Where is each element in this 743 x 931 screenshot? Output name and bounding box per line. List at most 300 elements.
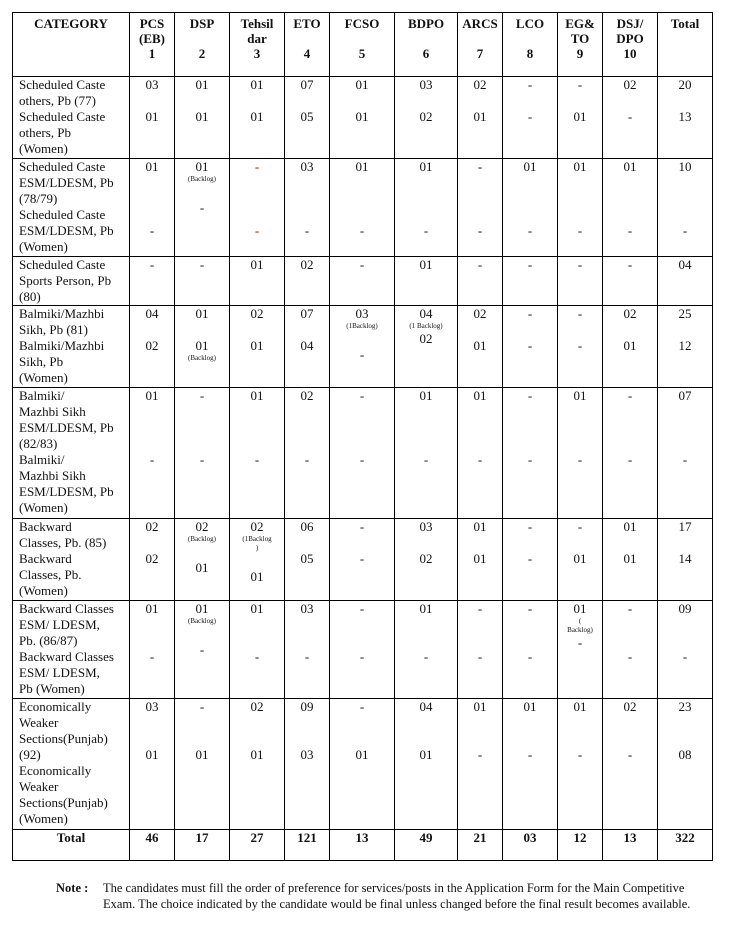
cell-value: 01 [473, 699, 487, 714]
backlog-note: (1Backlog ) [242, 535, 272, 552]
backlog-note: (1Backlog) [346, 322, 378, 330]
cell-value: 02 [250, 519, 264, 534]
value-cell [658, 519, 713, 601]
cell-value: 03 [300, 747, 314, 762]
value-cell [175, 306, 230, 388]
cell-value: 25 [678, 306, 692, 321]
cell-value: 07 [300, 306, 314, 321]
value-cell [395, 699, 458, 830]
column-header-num: 10 [623, 46, 637, 61]
column-header-line1: Total [670, 16, 700, 31]
cell-value: - [304, 223, 310, 238]
column-header-line1: PCS [139, 16, 165, 31]
cell-value: - [254, 159, 260, 174]
column-header-num: 5 [358, 46, 366, 61]
cell-value: 13 [678, 109, 692, 124]
value-cell [558, 77, 603, 159]
cell-value: 04 [419, 699, 433, 714]
table-row [13, 257, 713, 306]
cell-value: 01 [623, 519, 637, 534]
cell-value: 02 [623, 77, 637, 92]
cell-value: 02 [145, 338, 159, 353]
table-row [13, 519, 713, 601]
cell-value: 02 [145, 551, 159, 566]
total-value: 13 [330, 830, 395, 861]
cell-value: 02 [473, 77, 487, 92]
value-cell [230, 388, 285, 519]
backlog-note: (1 Backlog) [409, 322, 443, 330]
column-header-line2 [395, 31, 457, 46]
total-value: 03 [503, 830, 558, 861]
cell-value: 01 [145, 747, 159, 762]
column-header [230, 13, 285, 77]
value-cell [558, 699, 603, 830]
value-cell [175, 601, 230, 699]
value-cell [285, 159, 330, 257]
column-header-num: 2 [198, 46, 206, 61]
cell-value: 02 [300, 257, 314, 272]
column-header-num: 7 [476, 46, 484, 61]
value-cell [603, 77, 658, 159]
cell-value: - [199, 257, 205, 272]
category-label: (Women) [19, 141, 68, 156]
category-label: Balmiki/Mazhbi [19, 306, 105, 321]
cell-value: 07 [300, 77, 314, 92]
category-label: Pb. (86/87) [19, 633, 78, 648]
cell-value: 05 [300, 109, 314, 124]
category-label: Backward [19, 551, 72, 566]
category-label: Balmiki/ [19, 452, 65, 467]
category-label: others, Pb [19, 125, 71, 140]
category-label: ESM/LDESM, Pb [19, 175, 114, 190]
cell-value: - [199, 200, 205, 215]
total-value: 17 [175, 830, 230, 861]
column-header-line2: (EB) [139, 31, 165, 46]
value-cell [230, 699, 285, 830]
value-cell [130, 257, 175, 306]
category-label: Weaker [19, 779, 59, 794]
cell-value: - [149, 257, 155, 272]
category-label: Pb (Women) [19, 681, 85, 696]
totals-row [13, 830, 713, 861]
column-header-line2 [175, 31, 229, 46]
cell-value: 01 [355, 159, 369, 174]
category-label: Scheduled Caste [19, 257, 106, 272]
cell-value: - [477, 257, 483, 272]
value-cell [603, 601, 658, 699]
cell-value: 01 [419, 601, 433, 616]
value-cell [285, 699, 330, 830]
table-row [13, 306, 713, 388]
cell-value: 02 [250, 306, 264, 321]
column-header-line2: dar [247, 31, 267, 46]
cell-value: - [477, 601, 483, 616]
cell-value: - [527, 601, 533, 616]
column-header [458, 13, 503, 77]
value-cell [658, 257, 713, 306]
column-header-line2 [503, 31, 557, 46]
column-header-line1: Tehsil [240, 16, 274, 31]
seat-distribution-table [12, 12, 713, 861]
cell-value: - [477, 452, 483, 467]
cell-value: 03 [145, 699, 159, 714]
cell-value: - [577, 747, 583, 762]
value-cell [395, 159, 458, 257]
value-cell [503, 601, 558, 699]
category-label: Weaker [19, 715, 59, 730]
cell-value: - [577, 519, 583, 534]
cell-value: 01 [355, 747, 369, 762]
cell-value: 23 [678, 699, 692, 714]
cell-value: - [577, 77, 583, 92]
cell-value: - [477, 649, 483, 664]
value-cell [458, 601, 503, 699]
category-label: Backward Classes [19, 649, 114, 664]
column-header [603, 13, 658, 77]
cell-value: - [423, 223, 429, 238]
column-header [395, 13, 458, 77]
cell-value: 01 [473, 388, 487, 403]
cell-value: 20 [678, 77, 692, 92]
category-label: others, Pb (77) [19, 93, 96, 108]
cell-value: 01 [523, 699, 537, 714]
cell-value: - [527, 306, 533, 321]
column-header [130, 13, 175, 77]
cell-value: - [477, 223, 483, 238]
column-header-num: 8 [526, 46, 534, 61]
category-label: ESM/ LDESM, [19, 617, 100, 632]
cell-value: - [527, 649, 533, 664]
value-cell [330, 257, 395, 306]
value-cell [658, 306, 713, 388]
category-label: ESM/LDESM, Pb [19, 223, 114, 238]
cell-value: 01 [195, 747, 209, 762]
cell-value: - [577, 306, 583, 321]
cell-value: - [527, 747, 533, 762]
cell-value: 02 [419, 551, 433, 566]
value-cell [603, 388, 658, 519]
cell-value: 02 [195, 519, 209, 534]
value-cell [503, 159, 558, 257]
category-header: CATEGORY [13, 13, 130, 77]
table-row [13, 601, 713, 699]
value-cell [330, 306, 395, 388]
value-cell [330, 699, 395, 830]
value-cell [175, 159, 230, 257]
cell-value: - [527, 551, 533, 566]
cell-value: 01 [355, 109, 369, 124]
value-cell [285, 519, 330, 601]
value-cell [130, 77, 175, 159]
cell-value: 01 [419, 747, 433, 762]
cell-value: - [304, 452, 310, 467]
cell-value: 01 [145, 109, 159, 124]
total-value: 13 [603, 830, 658, 861]
cell-value: - [359, 519, 365, 534]
value-cell [558, 159, 603, 257]
column-header [658, 13, 713, 77]
category-label: Sections(Punjab) [19, 731, 108, 746]
cell-value: 08 [678, 747, 692, 762]
category-label: Scheduled Caste [19, 77, 106, 92]
value-cell [603, 699, 658, 830]
cell-value: 03 [419, 77, 433, 92]
cell-value: 02 [473, 306, 487, 321]
value-cell [330, 77, 395, 159]
category-label: Balmiki/Mazhbi [19, 338, 105, 353]
cell-value: - [359, 223, 365, 238]
cell-value: - [359, 347, 365, 362]
cell-value: 01 [473, 551, 487, 566]
value-cell [658, 601, 713, 699]
value-cell [658, 77, 713, 159]
cell-value: 01 [473, 109, 487, 124]
category-cell [13, 519, 130, 601]
value-cell [503, 306, 558, 388]
category-label: Scheduled Caste [19, 159, 106, 174]
cell-value: - [527, 223, 533, 238]
category-label: Sports Person, Pb [19, 273, 112, 288]
value-cell [658, 388, 713, 519]
cell-value: 02 [419, 331, 433, 346]
value-cell [458, 306, 503, 388]
cell-value: - [527, 519, 533, 534]
cell-value: - [199, 452, 205, 467]
cell-value: 02 [300, 388, 314, 403]
column-header-line1: ETO [293, 16, 321, 31]
cell-value: 01 [355, 77, 369, 92]
cell-value: 01 [573, 551, 587, 566]
value-cell [175, 519, 230, 601]
cell-value: - [359, 699, 365, 714]
cell-value: 14 [678, 551, 692, 566]
cell-value: 09 [300, 699, 314, 714]
cell-value: 01 [195, 77, 209, 92]
value-cell [230, 159, 285, 257]
column-header-line1: BDPO [407, 16, 445, 31]
header-row [13, 13, 713, 77]
total-value: 46 [130, 830, 175, 861]
cell-value: - [577, 635, 583, 650]
category-label: Sikh, Pb (81) [19, 322, 88, 337]
cell-value: 12 [678, 338, 692, 353]
value-cell [285, 388, 330, 519]
cell-value: - [627, 109, 633, 124]
value-cell [395, 257, 458, 306]
value-cell [285, 306, 330, 388]
category-label: (80) [19, 289, 41, 304]
category-cell [13, 306, 130, 388]
cell-value: - [359, 257, 365, 272]
cell-value: 01 [523, 159, 537, 174]
total-value: 21 [458, 830, 503, 861]
value-cell [330, 159, 395, 257]
cell-value: 01 [195, 109, 209, 124]
category-cell [13, 388, 130, 519]
cell-value: 07 [678, 388, 692, 403]
cell-value: - [627, 388, 633, 403]
cell-value: - [199, 388, 205, 403]
value-cell [458, 699, 503, 830]
value-cell [558, 388, 603, 519]
cell-value: 02 [623, 699, 637, 714]
cell-value: 01 [195, 306, 209, 321]
cell-value: 01 [419, 159, 433, 174]
category-cell [13, 77, 130, 159]
cell-value: 01 [145, 159, 159, 174]
cell-value: - [627, 452, 633, 467]
value-cell [503, 699, 558, 830]
cell-value: - [577, 257, 583, 272]
value-cell [603, 257, 658, 306]
cell-value: - [627, 223, 633, 238]
cell-value: 01 [195, 560, 209, 575]
column-header [175, 13, 230, 77]
category-label: ESM/ LDESM, [19, 665, 100, 680]
value-cell [175, 77, 230, 159]
cell-value: 01 [250, 338, 264, 353]
category-label: Balmiki/ [19, 388, 65, 403]
category-label: ESM/LDESM, Pb [19, 420, 114, 435]
table-row [13, 388, 713, 519]
cell-value: - [577, 452, 583, 467]
cell-value: 01 [250, 257, 264, 272]
cell-value: 03 [145, 77, 159, 92]
value-cell [230, 306, 285, 388]
value-cell [503, 388, 558, 519]
column-header [285, 13, 330, 77]
column-header-num: 3 [253, 46, 261, 61]
category-label: Backward [19, 519, 72, 534]
cell-value: 01 [250, 109, 264, 124]
cell-value: 02 [250, 699, 264, 714]
category-label: Mazhbi Sikh [19, 468, 86, 483]
value-cell [130, 306, 175, 388]
cell-value: 01 [473, 338, 487, 353]
value-cell [230, 257, 285, 306]
cell-value: 01 [250, 388, 264, 403]
cell-value: 02 [419, 109, 433, 124]
column-header [503, 13, 558, 77]
backlog-note: (Backlog) [188, 354, 216, 362]
value-cell [130, 699, 175, 830]
cell-value: 03 [300, 601, 314, 616]
cell-value: - [682, 649, 688, 664]
cell-value: 01 [573, 699, 587, 714]
cell-value: - [359, 452, 365, 467]
value-cell [558, 306, 603, 388]
cell-value: - [254, 649, 260, 664]
value-cell [130, 159, 175, 257]
cell-value: 01 [419, 257, 433, 272]
cell-value: - [527, 388, 533, 403]
cell-value: - [359, 649, 365, 664]
category-label: Economically [19, 763, 92, 778]
category-label: (Women) [19, 500, 68, 515]
value-cell [395, 306, 458, 388]
cell-value: - [199, 642, 205, 657]
cell-value: 01 [195, 338, 209, 353]
cell-value: - [149, 223, 155, 238]
category-cell [13, 159, 130, 257]
cell-value: 17 [678, 519, 692, 534]
category-label: Economically [19, 699, 92, 714]
cell-value: - [477, 747, 483, 762]
category-label: Classes, Pb. [19, 567, 82, 582]
column-header-num: 6 [422, 46, 430, 61]
cell-value: 01 [250, 747, 264, 762]
value-cell [558, 257, 603, 306]
cell-value: - [577, 223, 583, 238]
total-value: 322 [658, 830, 713, 861]
value-cell [558, 601, 603, 699]
value-cell [658, 159, 713, 257]
category-label: Mazhbi Sikh [19, 404, 86, 419]
totals-label: Total [13, 830, 130, 861]
value-cell [130, 519, 175, 601]
cell-value: - [627, 747, 633, 762]
column-header-line1: DSJ/ [616, 16, 644, 31]
category-label: (92) [19, 747, 41, 762]
cell-value: - [527, 77, 533, 92]
cell-value: 04 [145, 306, 159, 321]
value-cell [175, 388, 230, 519]
cell-value: - [627, 257, 633, 272]
cell-value: - [304, 649, 310, 664]
cell-value: 01 [250, 569, 264, 584]
category-label: ESM/LDESM, Pb [19, 484, 114, 499]
category-label: (Women) [19, 811, 68, 826]
category-label: Sikh, Pb [19, 354, 64, 369]
cell-value: - [423, 649, 429, 664]
value-cell [503, 257, 558, 306]
cell-value: 04 [419, 306, 433, 321]
cell-value: 01 [195, 601, 209, 616]
cell-value: - [359, 388, 365, 403]
value-cell [458, 519, 503, 601]
column-header-num: 1 [148, 46, 156, 61]
value-cell [230, 601, 285, 699]
cell-value: 01 [195, 159, 209, 174]
value-cell [603, 159, 658, 257]
column-header-line1: LCO [515, 16, 545, 31]
value-cell [503, 519, 558, 601]
column-header-line1: FCSO [344, 16, 380, 31]
table-row [13, 77, 713, 159]
value-cell [230, 77, 285, 159]
total-value: 121 [285, 830, 330, 861]
value-cell [458, 159, 503, 257]
cell-value: 01 [573, 109, 587, 124]
backlog-note: ( Backlog) [567, 617, 593, 634]
column-header-num: 4 [303, 46, 311, 61]
category-label: Scheduled Caste [19, 109, 106, 124]
column-header-line1: ARCS [462, 16, 498, 31]
column-header-line2 [658, 31, 712, 46]
total-value: 27 [230, 830, 285, 861]
cell-value: - [477, 159, 483, 174]
column-header-line2 [285, 31, 329, 46]
column-header-line1: DSP [189, 16, 215, 31]
cell-value: - [254, 452, 260, 467]
table-row [13, 159, 713, 257]
cell-value: 01 [573, 159, 587, 174]
column-header-line2: TO [570, 31, 590, 46]
table-row [13, 699, 713, 830]
cell-value: 03 [419, 519, 433, 534]
backlog-note: (Backlog) [188, 535, 216, 543]
cell-value: 01 [145, 601, 159, 616]
